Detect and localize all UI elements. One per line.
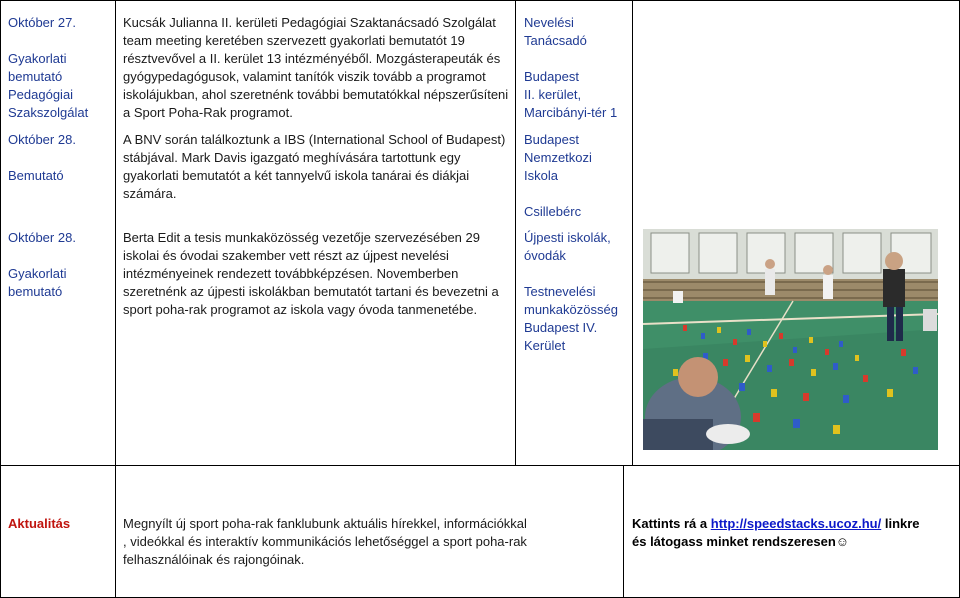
row3-location-line: óvodák [524,248,566,263]
row3-description: Berta Edit a tesis munkaközösség vezetője szervezésében 29 iskolai és óvodai szakember vett részt az újpest nevelési intézményeinek rendezett továbbképzésen. Novemberben szeretnénk az újpesti iskolákban bemutatót tartani és bevezetni a sport poha-rak programot az iskola vagy óvoda tanmenetébe. [123,230,499,317]
row2-location-line: Iskola [524,168,558,183]
row3-location-line: Budapest IV. [524,320,598,335]
row1-description: Kucsák Julianna II. kerületi Pedagógiai Szaktanácsadó Szolgálat team meeting keretében szervezett gyakorlati bemutatót 19 résztvevővel a II. kerület 13 intézményéből. Mozgásterapeuták és gyógypedagógusok, valamint tanítók viszik tovább a programot iskolájukban, ahol szeretnénk további bemutatókkal népszerűsíteni a Sport Poha-Rak programot. [123,15,509,120]
gym-photo [643,229,938,450]
row1-location-line: Marcibányi-tér 1 [524,105,618,120]
row3-location-line: Újpesti iskolák, [524,230,611,245]
footer-col-divider-2 [623,465,624,598]
row2-location-cell [524,131,628,221]
row2-date: Október 28. [8,132,76,147]
row2-date-cell [8,131,112,185]
row1-date-cell [8,14,112,122]
row3-date-cell [8,229,112,301]
col-divider-2 [515,0,516,465]
row3-type-line: bemutató [8,284,63,299]
row1-location-line: Tanácsadó [524,33,587,48]
border-left [0,0,1,598]
row1-type-line: Gyakorlati [8,51,67,66]
row3-type-line: Gyakorlati [8,266,67,281]
row1-location-line: Nevelési [524,15,574,30]
row1-type-line: Szakszolgálat [8,105,89,120]
row1-type-line: bemutató [8,69,63,84]
speedstacks-link[interactable]: http://speedstacks.ucoz.hu/ [710,516,882,531]
row1-location-line: Budapest [524,69,579,84]
border-top [0,0,960,1]
row3-date: Október 28. [8,230,76,245]
footer-cta-prefix: Kattints rá a [632,516,711,531]
footer-text: Megnyílt új sport poha-rak fanklubunk aktuális hírekkel, információkkal , videókkal és interaktív kommunikációs lehetőséggel a sport poha-rak felhasználóinak és rajongóinak. [123,516,527,567]
col-divider-3 [632,0,633,465]
row3-location-line: Testnevelési [524,284,596,299]
row2-type-line: Bemutató [8,168,64,183]
col-divider-1 [115,0,116,465]
row3-location-cell [524,229,628,355]
row1-type-line: Pedagógiai [8,87,74,102]
row2-location-line: Csillebérc [524,204,582,219]
gym-photo-illustration [643,229,938,450]
row2-description: A BNV során találkoztunk a IBS (International School of Budapest) stábjával. Mark Davis igazgató meghívására tartottunk egy gyakorlati bemutatót a két tannyelvű iskola tanárai és diákjai számára. [123,132,506,201]
row2-location-line: Nemzetkozi [524,150,592,165]
row2-location-line: Budapest [524,132,579,147]
footer-col-divider-1 [115,465,116,598]
row3-location-line: munkaközösség [524,302,618,317]
footer-label: Aktualitás [8,516,71,531]
row1-location-line: II. kerület, [524,87,582,102]
row-divider [0,465,960,466]
footer-cta [632,515,932,551]
row1-date: Október 27. [8,15,76,30]
row1-location-cell [524,14,628,122]
row3-location-line: Kerület [524,338,566,353]
footer-cta-suffix: linkre és látogass minket rendszeresen☺ [632,516,920,549]
